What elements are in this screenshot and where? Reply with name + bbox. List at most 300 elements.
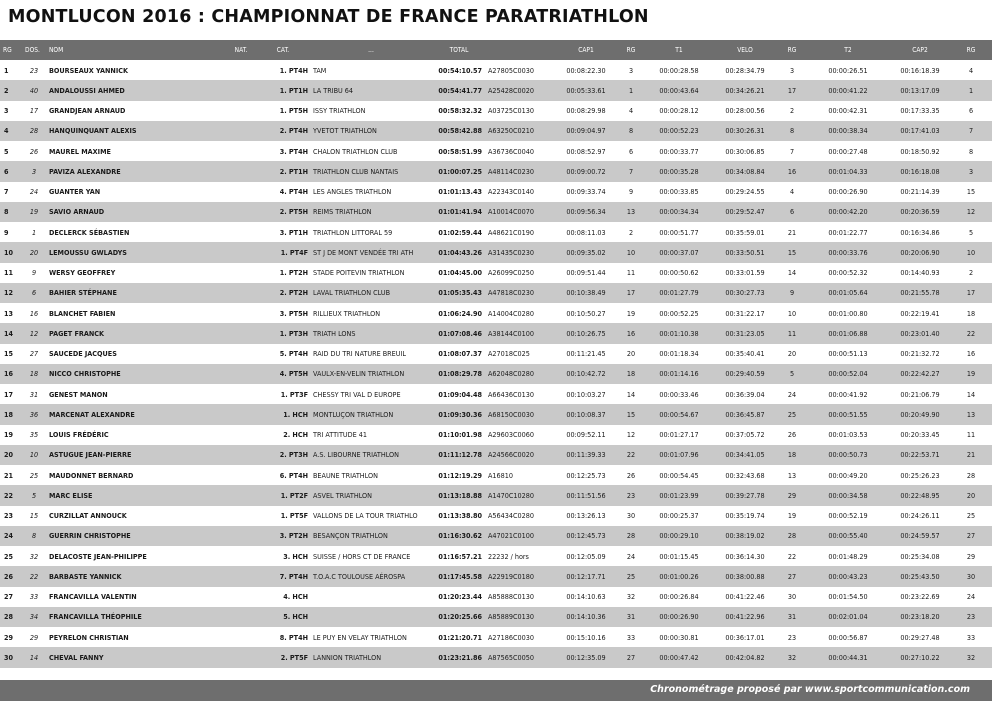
licence-cell: A36736C0040 [486, 141, 556, 161]
name-cell: PAVIZA ALEXANDRE [46, 161, 226, 181]
name-cell: MARC ELISE [46, 485, 226, 505]
cap1-time-cell: 00:09:04.97 [556, 121, 616, 141]
licence-cell: A25428C0020 [486, 80, 556, 100]
col-t2-header: T2 [806, 40, 890, 60]
table-row [0, 182, 992, 202]
cap1-time-cell: 00:12:25.73 [556, 465, 616, 485]
bib-cell: 40 [22, 80, 46, 100]
cap2-rank-cell: 32 [950, 647, 992, 667]
cap2-time-cell: 00:22:42.27 [890, 364, 950, 384]
nationality-cell [226, 506, 256, 526]
category-cell: 5. PT4H [256, 344, 310, 364]
cap2-rank-cell: 13 [950, 404, 992, 424]
cap2-rank-cell: 28 [950, 465, 992, 485]
t2-time-cell: 00:01:06.88 [806, 323, 890, 343]
bib-cell: 5 [22, 485, 46, 505]
club-cell: LE PUY EN VELAY TRIATHLON [310, 627, 432, 647]
t2-time-cell: 00:02:01.04 [806, 607, 890, 627]
cap1-time-cell: 00:09:51.44 [556, 263, 616, 283]
licence-cell: A68150C0030 [486, 404, 556, 424]
name-cell: SAUCEDE JACQUES [46, 344, 226, 364]
velo-rank-cell: 17 [778, 80, 806, 100]
col-licence-header [486, 40, 556, 60]
t1-time-cell: 00:00:52.23 [646, 121, 712, 141]
nationality-cell [226, 607, 256, 627]
velo-rank-cell: 7 [778, 141, 806, 161]
total-time-cell: 01:04:43.26 [432, 242, 486, 262]
cap1-rank-cell: 10 [616, 242, 646, 262]
cap1-rank-cell: 2 [616, 222, 646, 242]
cap1-rank-cell: 1 [616, 80, 646, 100]
cap2-time-cell: 00:21:55.78 [890, 283, 950, 303]
cap2-time-cell: 00:20:36.59 [890, 202, 950, 222]
club-cell: TRIATH LONS [310, 323, 432, 343]
t1-time-cell: 00:01:27.17 [646, 425, 712, 445]
category-cell: 1. PT5F [256, 506, 310, 526]
cap1-rank-cell: 20 [616, 344, 646, 364]
t1-time-cell: 00:00:54.45 [646, 465, 712, 485]
bib-cell: 31 [22, 384, 46, 404]
col-nom-header: NOM [46, 40, 226, 60]
table-row [0, 60, 992, 80]
nationality-cell [226, 566, 256, 586]
club-cell: TAM [310, 60, 432, 80]
rank-cell: 9 [0, 222, 22, 242]
table-row [0, 303, 992, 323]
licence-cell: A66436C0130 [486, 384, 556, 404]
licence-cell: A16810 [486, 465, 556, 485]
velo-rank-cell: 15 [778, 242, 806, 262]
t1-time-cell: 00:00:33.85 [646, 182, 712, 202]
cap1-time-cell: 00:08:11.03 [556, 222, 616, 242]
licence-cell: A85888C0130 [486, 587, 556, 607]
rank-cell: 30 [0, 647, 22, 667]
category-cell: 1. PT5H [256, 101, 310, 121]
t1-time-cell: 00:00:47.42 [646, 647, 712, 667]
velo-rank-cell: 14 [778, 263, 806, 283]
footer-credit: Chronométrage proposé par www.sportcommunication.com [650, 684, 970, 695]
category-cell: 5. HCH [256, 607, 310, 627]
velo-rank-cell: 8 [778, 121, 806, 141]
licence-cell: A48114C0230 [486, 161, 556, 181]
bib-cell: 26 [22, 141, 46, 161]
category-cell: 2. PT5F [256, 647, 310, 667]
cap1-time-cell: 00:09:35.02 [556, 242, 616, 262]
col-velo-rank-header: RG [778, 40, 806, 60]
t2-time-cell: 00:00:51.55 [806, 404, 890, 424]
name-cell: CURZILLAT ANNOUCK [46, 506, 226, 526]
bib-cell: 8 [22, 526, 46, 546]
nationality-cell [226, 60, 256, 80]
velo-rank-cell: 30 [778, 587, 806, 607]
bib-cell: 36 [22, 404, 46, 424]
cap1-rank-cell: 9 [616, 182, 646, 202]
cap2-time-cell: 00:29:27.48 [890, 627, 950, 647]
col-rg-header: RG [0, 40, 22, 60]
table-row [0, 202, 992, 222]
rank-cell: 7 [0, 182, 22, 202]
table-row [0, 587, 992, 607]
category-cell: 6. PT4H [256, 465, 310, 485]
name-cell: BOURSEAUX YANNICK [46, 60, 226, 80]
cap2-time-cell: 00:21:06.79 [890, 384, 950, 404]
rank-cell: 12 [0, 283, 22, 303]
table-row [0, 121, 992, 141]
cap1-rank-cell: 11 [616, 263, 646, 283]
t1-time-cell: 00:01:07.96 [646, 445, 712, 465]
t2-time-cell: 00:00:26.90 [806, 182, 890, 202]
rank-cell: 25 [0, 546, 22, 566]
velo-time-cell: 00:41:22.96 [712, 607, 778, 627]
table-row [0, 485, 992, 505]
club-cell: BEAUNE TRIATHLON [310, 465, 432, 485]
velo-time-cell: 00:29:24.55 [712, 182, 778, 202]
total-time-cell: 01:09:04.48 [432, 384, 486, 404]
category-cell: 4. PT5H [256, 364, 310, 384]
cap2-rank-cell: 7 [950, 121, 992, 141]
t2-time-cell: 00:01:22.77 [806, 222, 890, 242]
t2-time-cell: 00:01:00.80 [806, 303, 890, 323]
col-cap1-rank-header: RG [616, 40, 646, 60]
licence-cell: A48621C0190 [486, 222, 556, 242]
nationality-cell [226, 121, 256, 141]
velo-time-cell: 00:29:40.59 [712, 364, 778, 384]
total-time-cell: 01:20:25.66 [432, 607, 486, 627]
t1-time-cell: 00:00:26.84 [646, 587, 712, 607]
velo-rank-cell: 3 [778, 60, 806, 80]
category-cell: 3. PT5H [256, 303, 310, 323]
velo-rank-cell: 31 [778, 607, 806, 627]
name-cell: LEMOUSSU GWLADYS [46, 242, 226, 262]
velo-rank-cell: 13 [778, 465, 806, 485]
licence-cell: A22919C0180 [486, 566, 556, 586]
cap1-time-cell: 00:10:50.27 [556, 303, 616, 323]
name-cell: MARCENAT ALEXANDRE [46, 404, 226, 424]
cap1-rank-cell: 7 [616, 161, 646, 181]
club-cell: VAULX-EN-VELIN TRIATHLON [310, 364, 432, 384]
cap2-time-cell: 00:14:40.93 [890, 263, 950, 283]
total-time-cell: 01:01:13.43 [432, 182, 486, 202]
cap2-time-cell: 00:18:50.92 [890, 141, 950, 161]
t1-time-cell: 00:00:34.34 [646, 202, 712, 222]
velo-time-cell: 00:35:19.74 [712, 506, 778, 526]
cap2-time-cell: 00:21:32.72 [890, 344, 950, 364]
category-cell: 2. PT2H [256, 283, 310, 303]
cap2-rank-cell: 2 [950, 263, 992, 283]
club-cell: STADE POITEVIN TRIATHLON [310, 263, 432, 283]
bib-cell: 20 [22, 242, 46, 262]
velo-rank-cell: 28 [778, 526, 806, 546]
bib-cell: 9 [22, 263, 46, 283]
cap1-rank-cell: 24 [616, 546, 646, 566]
name-cell: NICCO CHRISTOPHE [46, 364, 226, 384]
category-cell: 4. HCH [256, 587, 310, 607]
cap1-time-cell: 00:13:26.13 [556, 506, 616, 526]
total-time-cell: 01:08:29.78 [432, 364, 486, 384]
velo-rank-cell: 25 [778, 404, 806, 424]
cap2-rank-cell: 14 [950, 384, 992, 404]
table-row [0, 161, 992, 181]
t2-time-cell: 00:00:38.34 [806, 121, 890, 141]
club-cell: VALLONS DE LA TOUR TRIATHLO [310, 506, 432, 526]
t2-time-cell: 00:00:49.20 [806, 465, 890, 485]
total-time-cell: 00:58:51.99 [432, 141, 486, 161]
total-time-cell: 01:20:23.44 [432, 587, 486, 607]
cap2-rank-cell: 6 [950, 101, 992, 121]
cap2-time-cell: 00:25:34.08 [890, 546, 950, 566]
table-row [0, 506, 992, 526]
name-cell: BARBASTE YANNICK [46, 566, 226, 586]
licence-cell: 22232 / hors [486, 546, 556, 566]
category-cell: 1. PT3H [256, 323, 310, 343]
velo-rank-cell: 18 [778, 445, 806, 465]
velo-time-cell: 00:38:19.02 [712, 526, 778, 546]
table-row [0, 344, 992, 364]
total-time-cell: 01:21:20.71 [432, 627, 486, 647]
name-cell: GUANTER YAN [46, 182, 226, 202]
velo-rank-cell: 6 [778, 202, 806, 222]
licence-cell: A03725C0130 [486, 101, 556, 121]
bib-cell: 22 [22, 566, 46, 586]
rank-cell: 28 [0, 607, 22, 627]
t2-time-cell: 00:01:54.50 [806, 587, 890, 607]
category-cell: 4. PT4H [256, 182, 310, 202]
table-row [0, 647, 992, 667]
cap1-time-cell: 00:14:10.63 [556, 587, 616, 607]
club-cell: LAVAL TRIATHLON CLUB [310, 283, 432, 303]
cap2-rank-cell: 24 [950, 587, 992, 607]
cap1-rank-cell: 19 [616, 303, 646, 323]
col-t1-header: T1 [646, 40, 712, 60]
cap1-time-cell: 00:11:39.33 [556, 445, 616, 465]
licence-cell: A27186C0030 [486, 627, 556, 647]
cap1-rank-cell: 8 [616, 121, 646, 141]
cap2-rank-cell: 22 [950, 323, 992, 343]
cap2-time-cell: 00:24:59.57 [890, 526, 950, 546]
bib-cell: 28 [22, 121, 46, 141]
col-total-header: TOTAL [432, 40, 486, 60]
rank-cell: 2 [0, 80, 22, 100]
cap2-time-cell: 00:16:18.08 [890, 161, 950, 181]
club-cell: REIMS TRIATHLON [310, 202, 432, 222]
col-cap2-rank-header: RG [950, 40, 992, 60]
velo-time-cell: 00:28:34.79 [712, 60, 778, 80]
club-cell: TRI ATTITUDE 41 [310, 425, 432, 445]
licence-cell: A38144C0100 [486, 323, 556, 343]
rank-cell: 3 [0, 101, 22, 121]
velo-time-cell: 00:35:59.01 [712, 222, 778, 242]
name-cell: BAHIER STÉPHANE [46, 283, 226, 303]
velo-rank-cell: 27 [778, 566, 806, 586]
t2-time-cell: 00:00:26.51 [806, 60, 890, 80]
t2-time-cell: 00:00:44.31 [806, 647, 890, 667]
total-time-cell: 01:11:12.78 [432, 445, 486, 465]
cap1-time-cell: 00:09:33.74 [556, 182, 616, 202]
cap2-time-cell: 00:24:26.11 [890, 506, 950, 526]
cap1-time-cell: 00:09:52.11 [556, 425, 616, 445]
bib-cell: 32 [22, 546, 46, 566]
club-cell: TRIATHLON CLUB NANTAIS [310, 161, 432, 181]
velo-time-cell: 00:30:26.31 [712, 121, 778, 141]
velo-time-cell: 00:31:23.05 [712, 323, 778, 343]
rank-cell: 19 [0, 425, 22, 445]
total-time-cell: 00:58:42.88 [432, 121, 486, 141]
total-time-cell: 00:54:10.57 [432, 60, 486, 80]
name-cell: PEYRELON CHRISTIAN [46, 627, 226, 647]
club-cell: ISSY TRIATHLON [310, 101, 432, 121]
bib-cell: 10 [22, 445, 46, 465]
velo-time-cell: 00:42:04.82 [712, 647, 778, 667]
t1-time-cell: 00:00:29.10 [646, 526, 712, 546]
licence-cell: A47818C0230 [486, 283, 556, 303]
nationality-cell [226, 485, 256, 505]
category-cell: 3. PT1H [256, 222, 310, 242]
licence-cell: A47021C0100 [486, 526, 556, 546]
t1-time-cell: 00:00:37.07 [646, 242, 712, 262]
rank-cell: 6 [0, 161, 22, 181]
total-time-cell: 01:09:30.36 [432, 404, 486, 424]
rank-cell: 13 [0, 303, 22, 323]
bib-cell: 17 [22, 101, 46, 121]
rank-cell: 4 [0, 121, 22, 141]
velo-time-cell: 00:36:14.30 [712, 546, 778, 566]
name-cell: SAVIO ARNAUD [46, 202, 226, 222]
t1-time-cell: 00:00:28.58 [646, 60, 712, 80]
category-cell: 3. PT4H [256, 141, 310, 161]
t1-time-cell: 00:00:26.90 [646, 607, 712, 627]
t1-time-cell: 00:00:43.64 [646, 80, 712, 100]
t1-time-cell: 00:00:30.81 [646, 627, 712, 647]
category-cell: 2. PT5H [256, 202, 310, 222]
total-time-cell: 01:23:21.86 [432, 647, 486, 667]
cap1-rank-cell: 6 [616, 141, 646, 161]
t2-time-cell: 00:00:52.19 [806, 506, 890, 526]
cap1-rank-cell: 30 [616, 506, 646, 526]
col-cap1-header: CAP1 [556, 40, 616, 60]
bib-cell: 15 [22, 506, 46, 526]
velo-time-cell: 00:30:06.85 [712, 141, 778, 161]
nationality-cell [226, 546, 256, 566]
t2-time-cell: 00:00:42.31 [806, 101, 890, 121]
bib-cell: 27 [22, 344, 46, 364]
cap1-rank-cell: 18 [616, 364, 646, 384]
velo-rank-cell: 5 [778, 364, 806, 384]
t2-time-cell: 00:00:51.13 [806, 344, 890, 364]
total-time-cell: 01:08:07.37 [432, 344, 486, 364]
velo-rank-cell: 24 [778, 384, 806, 404]
table-row [0, 364, 992, 384]
licence-cell: A24566C0020 [486, 445, 556, 465]
cap1-rank-cell: 4 [616, 101, 646, 121]
velo-time-cell: 00:34:41.05 [712, 445, 778, 465]
cap1-time-cell: 00:09:56.34 [556, 202, 616, 222]
rank-cell: 23 [0, 506, 22, 526]
cap1-rank-cell: 23 [616, 485, 646, 505]
nationality-cell [226, 647, 256, 667]
cap2-time-cell: 00:21:14.39 [890, 182, 950, 202]
cap2-rank-cell: 25 [950, 506, 992, 526]
table-row [0, 263, 992, 283]
name-cell: ASTUGUE JEAN-PIERRE [46, 445, 226, 465]
t2-time-cell: 00:00:50.73 [806, 445, 890, 465]
velo-time-cell: 00:28:00.56 [712, 101, 778, 121]
bib-cell: 12 [22, 323, 46, 343]
rank-cell: 22 [0, 485, 22, 505]
club-cell: CHALON TRIATHLON CLUB [310, 141, 432, 161]
rank-cell: 8 [0, 202, 22, 222]
nationality-cell [226, 384, 256, 404]
cap2-rank-cell: 1 [950, 80, 992, 100]
licence-cell: A62048C0280 [486, 364, 556, 384]
cap1-rank-cell: 33 [616, 627, 646, 647]
licence-cell: A27018C025 [486, 344, 556, 364]
col-club-header: ... [310, 40, 432, 60]
category-cell: 2. PT4H [256, 121, 310, 141]
category-cell: 1. PT2H [256, 263, 310, 283]
t2-time-cell: 00:01:04.33 [806, 161, 890, 181]
cap2-time-cell: 00:22:53.71 [890, 445, 950, 465]
club-cell: LANNION TRIATHLON [310, 647, 432, 667]
col-cap2-header: CAP2 [890, 40, 950, 60]
bib-cell: 33 [22, 587, 46, 607]
bib-cell: 23 [22, 60, 46, 80]
club-cell: A.S. LIBOURNE TRIATHLON [310, 445, 432, 465]
total-time-cell: 01:16:30.62 [432, 526, 486, 546]
velo-rank-cell: 26 [778, 425, 806, 445]
velo-time-cell: 00:33:50.51 [712, 242, 778, 262]
t2-time-cell: 00:00:52.32 [806, 263, 890, 283]
bib-cell: 25 [22, 465, 46, 485]
nationality-cell [226, 627, 256, 647]
t2-time-cell: 00:00:34.58 [806, 485, 890, 505]
cap1-time-cell: 00:12:35.09 [556, 647, 616, 667]
velo-rank-cell: 22 [778, 546, 806, 566]
cap1-time-cell: 00:08:29.98 [556, 101, 616, 121]
total-time-cell: 01:04:45.00 [432, 263, 486, 283]
t2-time-cell: 00:00:42.20 [806, 202, 890, 222]
cap2-rank-cell: 17 [950, 283, 992, 303]
licence-cell: A63250C0210 [486, 121, 556, 141]
name-cell: ANDALOUSSI AHMED [46, 80, 226, 100]
rank-cell: 14 [0, 323, 22, 343]
licence-cell: A31435C0230 [486, 242, 556, 262]
velo-time-cell: 00:41:22.46 [712, 587, 778, 607]
cap2-rank-cell: 30 [950, 566, 992, 586]
cap2-rank-cell: 23 [950, 607, 992, 627]
velo-time-cell: 00:37:05.72 [712, 425, 778, 445]
cap1-time-cell: 00:11:21.45 [556, 344, 616, 364]
nationality-cell [226, 222, 256, 242]
t2-time-cell: 00:00:41.92 [806, 384, 890, 404]
club-cell: LES ANGLES TRIATHLON [310, 182, 432, 202]
t1-time-cell: 00:01:23.99 [646, 485, 712, 505]
cap2-rank-cell: 4 [950, 60, 992, 80]
velo-rank-cell: 29 [778, 485, 806, 505]
cap1-time-cell: 00:12:05.09 [556, 546, 616, 566]
total-time-cell: 01:16:57.21 [432, 546, 486, 566]
velo-time-cell: 00:34:26.21 [712, 80, 778, 100]
cap1-time-cell: 00:10:42.72 [556, 364, 616, 384]
bib-cell: 35 [22, 425, 46, 445]
total-time-cell: 01:00:07.25 [432, 161, 486, 181]
bib-cell: 14 [22, 647, 46, 667]
rank-cell: 29 [0, 627, 22, 647]
name-cell: PAGET FRANCK [46, 323, 226, 343]
t2-time-cell: 00:01:03.53 [806, 425, 890, 445]
cap1-time-cell: 00:10:08.37 [556, 404, 616, 424]
results-table [0, 40, 992, 668]
cap2-rank-cell: 11 [950, 425, 992, 445]
